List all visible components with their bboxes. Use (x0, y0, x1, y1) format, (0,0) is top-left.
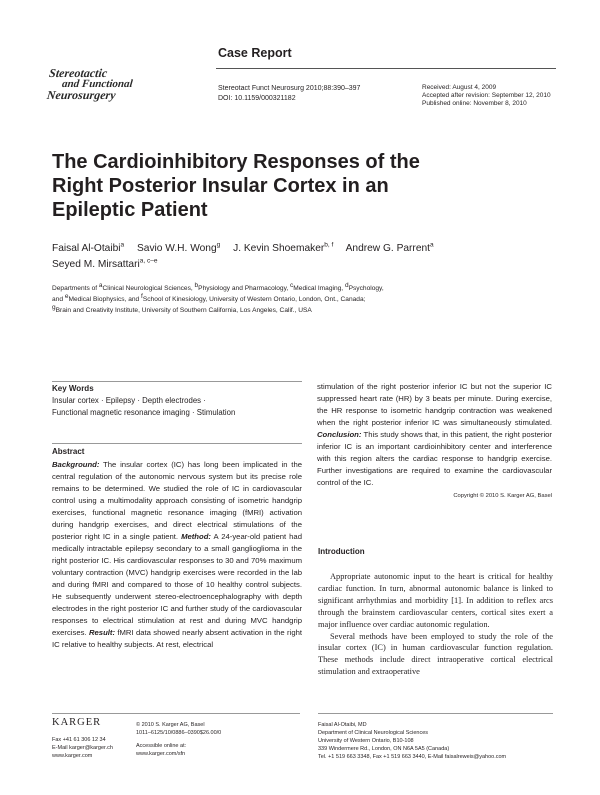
author-list (52, 241, 572, 273)
author: Andrew G. Parrent$^a$ (345, 241, 434, 254)
keywords (52, 395, 302, 419)
method-label: Method: (181, 532, 211, 541)
correspondence: Faisal Al-Otaibi, MD Department of Clinical Neurological Sciences University of Western Ontario, B10-108 339 Windermere Rd., London, ON N6A 5A5 (Canada) Tel. +1 519 663 3348, Fax +1 519 663 3440, E-Mail faisalreweis@yahoo.com (318, 722, 507, 760)
footer-rule-right (318, 713, 553, 714)
affiliation-line: Departments of aClinical Neurological Sciences, bPhysiology and Pharmacology, cMedical Imaging, dPsychology, (52, 281, 384, 292)
background-label: Background: (52, 460, 100, 469)
paragraph: Several methods have been employed to study the role of the insular cortex (IC) in human cardiovascular function regulation. These methods include direct intraoperative cortical electrical stimulation and extraoperative (318, 631, 553, 677)
doi: DOI: 10.1159/000321182 (218, 95, 296, 102)
logo-line-3: Neurosurgery (46, 88, 117, 102)
keywords-rule (52, 381, 302, 382)
keywords-heading: Key Words (52, 384, 94, 393)
introduction-text (318, 571, 553, 678)
publisher-logo: KARGER (52, 717, 102, 728)
abstract-copyright: Copyright © 2010 S. Karger AG, Basel (453, 493, 552, 499)
article-type: Case Report (218, 46, 292, 60)
received-date: Received: August 4, 2009 (422, 84, 497, 91)
affiliations (52, 283, 522, 316)
logo-line-1: Stereotactic (48, 66, 108, 80)
paragraph: Appropriate autonomic input to the heart is critical for healthy cardiac function. In turn, abnormal autonomic balance is linked to significant arrhythmias and morbidity [1]. In addition to reflex arcs through the brainstem cardiovascular centers, cortical sites exert a major influence over cardiac autonomic regulation. (318, 572, 553, 629)
abstract-heading: Abstract (52, 447, 85, 456)
affiliation-line: and eMedical Biophysics, and fSchool of Kinesiology, University of Western Ontario, London, Ont., Canada; (52, 292, 366, 303)
abstract-text: Background: The insular cortex (IC) has long been implicated in the central regulation of the autonomic nervous system but its precise role remains to be determined. We studied the role of IC in cardiovascular control using a multimodality approach consisting of isometric handgrip exercises, functional magnetic resonance imaging (fMRI) activation during handgrip exercises, and direct electrical stimulations of the posterior right IC in a single patient. Method: A 24-year-old patient had medically intractable epilepsy secondary to a small ganglioglioma in the right posterior IC. His cardiovascular responses to 30 and 70% maximum voluntary contraction (MVC) handgrip exercises were recorded in the lab and during fMRI and compared to those of 10 healthy control subjects. He subsequently underwent stereo-electroencephalography with depth electrodes in the right posterior IC and further study of the cardiovascular responses to electrical stimulation at rest and during MVC handgrip exercises. Result: fMRI data showed nearly absent activation in the right IC relative to healthy subjects. At rest, electrical (52, 460, 303, 649)
author: Savio W.H. Wong$^g$ (136, 241, 221, 254)
result-label: Result: (88, 628, 116, 637)
article-title: The Cardioinhibitory Responses of the Right Posterior Insular Cortex in an Epileptic Patient (52, 151, 420, 221)
introduction-heading: Introduction (318, 547, 365, 556)
published-date: Published online: November 8, 2010 (422, 100, 527, 107)
citation: Stereotact Funct Neurosurg 2010;88:390–397 (218, 85, 361, 92)
logo-line-2: and Functional (61, 78, 134, 90)
author: Faisal Al-Otaibi$^a$ (52, 241, 125, 254)
publisher-contact: Fax +41 61 306 12 34 E-Mail karger@karger.ch www.karger.com (52, 737, 113, 759)
conclusion-label: Conclusion: (317, 430, 362, 439)
author: J. Kevin Shoemaker$^{b, f}$ (233, 241, 334, 254)
citation-block (218, 84, 360, 104)
abstract-continued: stimulation of the right posterior inferior IC but not the superior IC suppressed heart rate (HR) by 3 beats per minute. During exercise, the HR response to isometric handgrip contraction was weakened when the right posterior inferior IC was simultaneously stimulated. Conclusion: This study shows that, in this patient, the right posterior inferior IC is an important cardioinhibitory center and interference with this region alters the cardiac response to handgrip exercise. Further investigations are required to examine the cardiovascular control of the IC. Copyright © 2010 S. Karger AG, Basel (317, 381, 552, 502)
keywords-line: Functional magnetic resonance imaging · Stimulation (52, 408, 236, 417)
header-rule (216, 68, 556, 69)
footer-rule-left (52, 713, 300, 714)
dates-block (422, 84, 551, 108)
journal-logo (46, 68, 169, 101)
publication-info: © 2010 S. Karger AG, Basel 1011–6125/10/0886–0390$26.00/0 Accessible online at: www.karger.com/sfn (136, 722, 222, 757)
abstract-rule (52, 443, 302, 444)
keywords-line: Insular cortex · Epilepsy · Depth electrodes · (52, 396, 206, 405)
affiliation-line: gBrain and Creativity Institute, University of Southern California, Los Angeles, Calif., USA (52, 303, 312, 314)
author: Seyed M. Mirsattari$^{a, c-e}$ (52, 257, 158, 270)
accepted-date: Accepted after revision: September 12, 2010 (422, 92, 551, 99)
